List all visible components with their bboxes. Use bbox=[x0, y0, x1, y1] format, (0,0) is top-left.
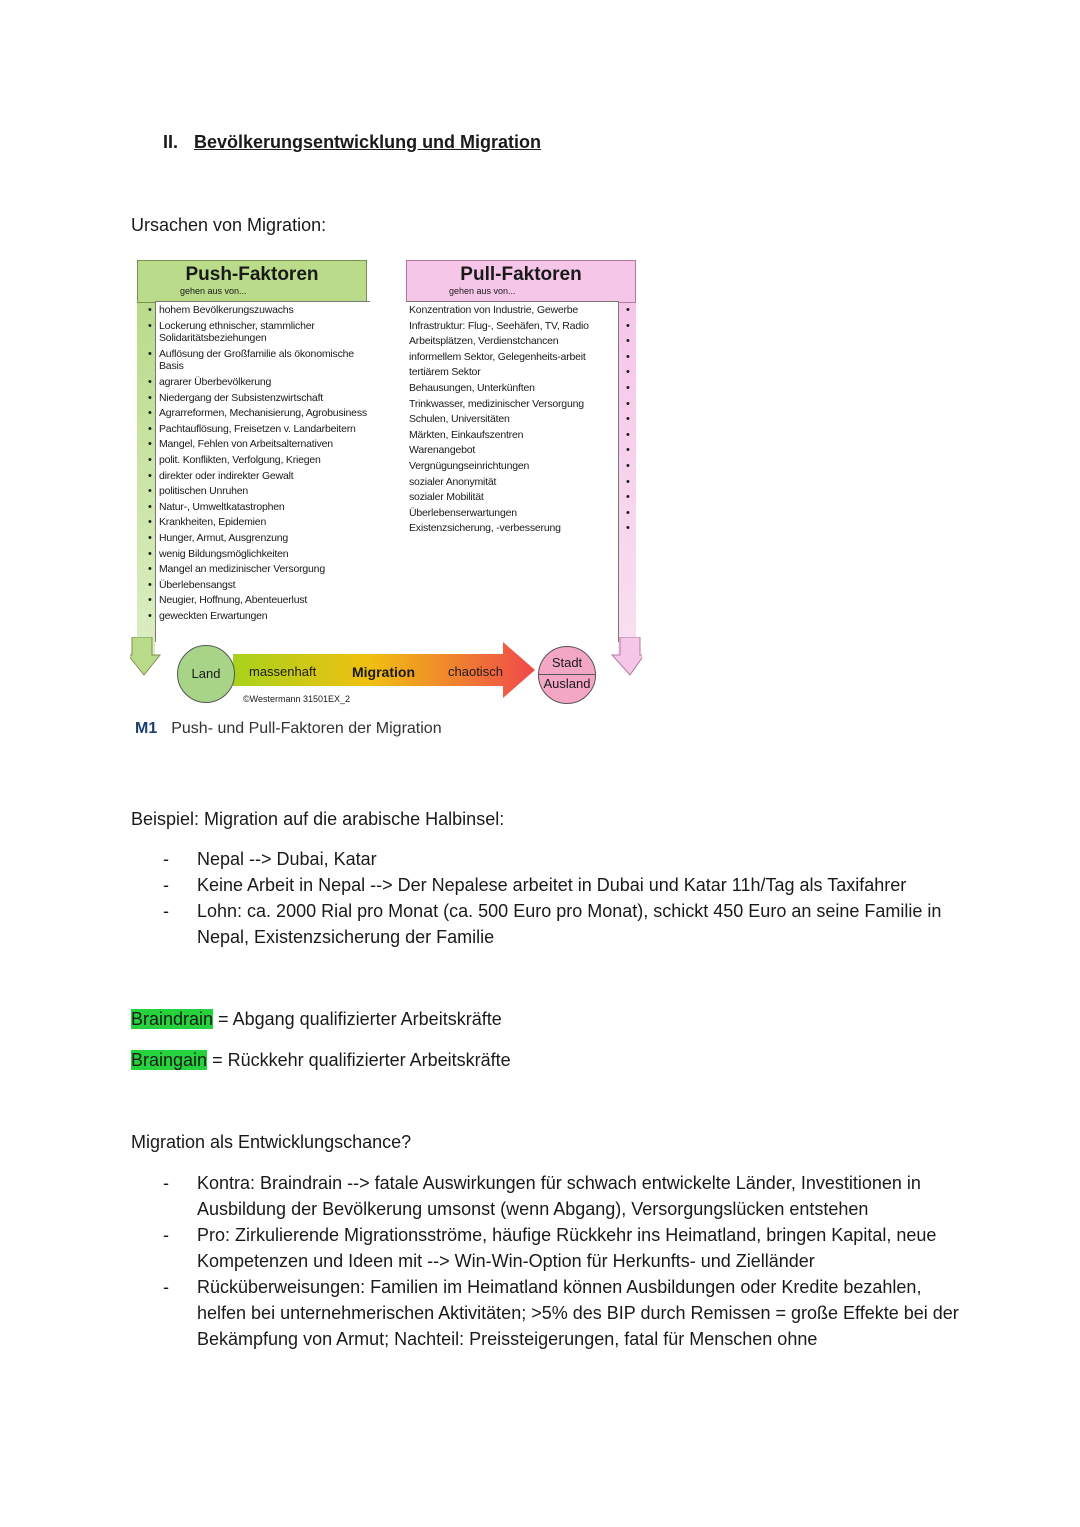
bullet-icon: • bbox=[626, 444, 630, 457]
push-side-band bbox=[137, 301, 155, 661]
list-item: - Keine Arbeit in Nepal --> Der Nepalese arbeitet in Dubai und Katar 11h/Tag als Taxifahrer bbox=[131, 872, 961, 898]
bullet-icon: • bbox=[626, 381, 630, 394]
pull-list-box bbox=[406, 301, 630, 642]
bullet-icon: • bbox=[626, 350, 630, 363]
factor-text: agrarer Überbevölkerung bbox=[159, 375, 272, 388]
factor-item bbox=[409, 350, 630, 367]
bullet-icon: • bbox=[148, 347, 152, 360]
chance-list bbox=[131, 1170, 961, 1352]
list-item: - Rücküberweisungen: Familien im Heimatland können Ausbildungen oder Kredite bezahlen, helfen bei unternehmerischen Aktivitäten; >5% des BIP durch Remissen = große Effekte bei der Bekämpfung von Armut; Nachteil: Preissteigerungen, fatal für Menschen ohne bbox=[131, 1274, 961, 1352]
bullet-icon: • bbox=[148, 407, 152, 420]
factor-item bbox=[409, 304, 630, 320]
pull-list bbox=[409, 304, 630, 538]
factor-text: Krankheiten, Epidemien bbox=[159, 516, 267, 529]
factor-text: informellem Sektor, Gelegenheits-arbeit bbox=[409, 350, 586, 363]
factor-item bbox=[148, 594, 369, 610]
ausland-label: Ausland bbox=[543, 676, 591, 691]
highlighted-term: Braingain bbox=[131, 1050, 208, 1070]
push-pull-diagram bbox=[130, 257, 642, 707]
factor-item bbox=[148, 347, 369, 376]
bullet-icon: • bbox=[148, 578, 152, 591]
pull-header bbox=[406, 260, 636, 303]
figure-caption bbox=[135, 720, 442, 738]
factor-item bbox=[148, 547, 369, 564]
bullet-icon: • bbox=[148, 516, 152, 529]
bullet-icon: • bbox=[626, 428, 630, 441]
bullet-icon: • bbox=[148, 531, 152, 544]
chaotisch-label: chaotisch bbox=[448, 664, 503, 679]
caption-label: M1 bbox=[135, 720, 158, 737]
factor-text: polit. Konflikten, Verfolgung, Kriegen bbox=[159, 453, 321, 466]
stadt-label: Stadt bbox=[551, 655, 583, 670]
pull-title: Pull-Faktoren bbox=[460, 264, 582, 285]
factor-item bbox=[148, 516, 369, 532]
factor-item bbox=[148, 500, 369, 517]
factor-item bbox=[409, 522, 630, 538]
bullet-icon: • bbox=[626, 413, 630, 426]
factor-text: Arbeitsplätzen, Verdienstchancen bbox=[409, 335, 559, 348]
factor-item bbox=[409, 381, 630, 398]
bullet-icon: • bbox=[148, 563, 152, 576]
factor-text: politischen Unruhen bbox=[159, 485, 249, 498]
factor-item bbox=[148, 407, 369, 423]
push-header bbox=[137, 260, 367, 303]
bullet-icon: • bbox=[148, 485, 152, 498]
factor-text: Vergnügungseinrichtungen bbox=[409, 459, 530, 472]
caption-text: Push- und Pull-Faktoren der Migration bbox=[171, 720, 442, 737]
chance-title: Migration als Entwicklungschance? bbox=[131, 1132, 412, 1152]
factor-text: Auflösung der Großfamilie als ökonomische Basis bbox=[159, 347, 354, 373]
factor-item bbox=[148, 531, 369, 548]
push-title: Push-Faktoren bbox=[185, 264, 319, 285]
bullet-icon: • bbox=[626, 506, 630, 519]
push-list bbox=[148, 304, 369, 625]
factor-text: Warenangebot bbox=[409, 444, 476, 457]
definition-text: = Rückkehr qualifizierter Arbeitskräfte bbox=[207, 1050, 511, 1070]
factor-text: Überlebensangst bbox=[159, 578, 236, 591]
circle-divider bbox=[539, 674, 595, 675]
factor-item bbox=[148, 391, 369, 408]
bullet-icon: • bbox=[148, 469, 152, 482]
bullet-icon: • bbox=[148, 500, 152, 513]
factor-item bbox=[148, 563, 369, 579]
definition-braindrain bbox=[131, 1006, 502, 1032]
bullet-icon: • bbox=[148, 304, 152, 316]
factor-item bbox=[148, 485, 369, 501]
factor-text: wenig Bildungsmöglichkeiten bbox=[159, 547, 289, 560]
factor-text: Konzentration von Industrie, Gewerbe bbox=[409, 304, 579, 316]
bullet-icon: • bbox=[626, 335, 630, 348]
factor-text: Agrarreformen, Mechanisierung, Agrobusiness bbox=[159, 407, 367, 420]
bullet-icon: • bbox=[148, 594, 152, 607]
factor-item bbox=[409, 444, 630, 460]
factor-item bbox=[148, 469, 369, 486]
bullet-icon: • bbox=[148, 319, 152, 332]
push-down-arrow bbox=[130, 637, 160, 675]
factor-text: Niedergang der Subsistenzwirtschaft bbox=[159, 391, 324, 404]
bullet-icon: • bbox=[148, 391, 152, 404]
bullet-icon: • bbox=[626, 397, 630, 410]
factor-text: Behausungen, Unterkünften bbox=[409, 381, 535, 394]
beispiel-list bbox=[131, 846, 961, 950]
definition-braingain bbox=[131, 1047, 511, 1073]
factor-text: Neugier, Hoffnung, Abenteuerlust bbox=[159, 594, 308, 607]
section-number: II. bbox=[163, 132, 179, 152]
factor-item bbox=[409, 506, 630, 523]
factor-item bbox=[148, 304, 369, 320]
bullet-icon: • bbox=[148, 453, 152, 466]
factor-text: sozialer Mobilität bbox=[409, 491, 484, 504]
factor-text: direkter oder indirekter Gewalt bbox=[159, 469, 294, 482]
pull-subtitle: gehen aus von... bbox=[449, 286, 516, 296]
factor-item bbox=[409, 491, 630, 507]
factor-text: Schulen, Universitäten bbox=[409, 413, 510, 426]
factor-text: Hunger, Armut, Ausgrenzung bbox=[159, 531, 289, 544]
push-list-box bbox=[148, 301, 370, 642]
highlighted-term: Braindrain bbox=[131, 1009, 214, 1029]
factor-item bbox=[409, 413, 630, 429]
list-item: - Lohn: ca. 2000 Rial pro Monat (ca. 500 Euro pro Monat), schickt 450 Euro an seine Familie in Nepal, Existenzsicherung der Familie bbox=[131, 898, 961, 950]
section-title: Bevölkerungsentwicklung und Migration bbox=[194, 132, 542, 152]
factor-item bbox=[148, 375, 369, 392]
bullet-icon: • bbox=[148, 375, 152, 388]
bullet-icon: • bbox=[626, 475, 630, 488]
bullet-icon: • bbox=[626, 522, 630, 535]
factor-text: Überlebenserwartungen bbox=[409, 506, 517, 519]
factor-item bbox=[148, 438, 369, 454]
bullet-icon: • bbox=[148, 547, 152, 560]
factor-item bbox=[148, 453, 369, 470]
land-circle: Land bbox=[177, 645, 235, 703]
factor-text: Pachtauflösung, Freisetzen v. Landarbeitern bbox=[159, 422, 356, 435]
factor-text: Trinkwasser, medizinischer Versorgung bbox=[409, 397, 584, 410]
factor-text: Existenzsicherung, -verbesserung bbox=[409, 522, 561, 535]
factor-text: Lockerung ethnischer, stammlicher Solidaritätsbeziehungen bbox=[159, 319, 315, 345]
bullet-icon: • bbox=[626, 491, 630, 504]
pull-down-arrow bbox=[612, 637, 642, 675]
factor-item bbox=[409, 366, 630, 382]
bullet-icon: • bbox=[626, 366, 630, 379]
section-heading bbox=[163, 132, 541, 153]
factor-text: tertiärem Sektor bbox=[409, 366, 481, 379]
factor-item bbox=[409, 459, 630, 476]
copyright: ©Westermann 31501EX_2 bbox=[243, 694, 351, 704]
factor-item bbox=[409, 335, 630, 351]
factor-text: hohem Bevölkerungszuwachs bbox=[159, 304, 294, 316]
beispiel-title: Beispiel: Migration auf die arabische Halbinsel: bbox=[131, 809, 505, 829]
factor-text: geweckten Erwartungen bbox=[159, 609, 268, 622]
factor-text: Mangel, Fehlen von Arbeitsalternativen bbox=[159, 438, 333, 451]
bullet-icon: • bbox=[626, 459, 630, 472]
bullet-icon: • bbox=[148, 609, 152, 622]
factor-text: Mangel an medizinischer Versorgung bbox=[159, 563, 325, 576]
factor-item bbox=[148, 609, 369, 626]
bullet-icon: • bbox=[626, 304, 630, 316]
list-item: - Pro: Zirkulierende Migrationsströme, häufige Rückkehr ins Heimatland, bringen Kapital, neue Kompetenzen und Ideen mit --> Win-Win-Option für Herkunfts- und Zielländer bbox=[131, 1222, 961, 1274]
factor-item bbox=[409, 428, 630, 445]
migration-label: Migration bbox=[352, 664, 415, 680]
push-subtitle: gehen aus von... bbox=[180, 286, 247, 296]
factor-item bbox=[148, 422, 369, 439]
list-item: - Nepal --> Dubai, Katar bbox=[131, 846, 961, 872]
bullet-icon: • bbox=[148, 438, 152, 451]
factor-item bbox=[148, 319, 369, 348]
ursachen-label: Ursachen von Migration: bbox=[131, 215, 327, 235]
factor-text: Natur-, Umweltkatastrophen bbox=[159, 500, 285, 513]
bullet-icon: • bbox=[626, 319, 630, 332]
factor-item bbox=[409, 319, 630, 336]
definition-text: = Abgang qualifizierter Arbeitskräfte bbox=[213, 1009, 502, 1029]
bullet-icon: • bbox=[148, 422, 152, 435]
massenhaft-label: massenhaft bbox=[249, 664, 317, 679]
factor-item bbox=[148, 578, 369, 595]
factor-text: Märkten, Einkaufszentren bbox=[409, 428, 524, 441]
factor-text: Infrastruktur: Flug-, Seehäfen, TV, Radio bbox=[409, 319, 589, 332]
stadt-ausland-circle bbox=[538, 646, 596, 704]
factor-item bbox=[409, 397, 630, 414]
factor-text: sozialer Anonymität bbox=[409, 475, 497, 488]
list-item: - Kontra: Braindrain --> fatale Auswirkungen für schwach entwickelte Länder, Investitionen in Ausbildung der Bevölkerung umsonst (wenn Abgang), Versorgungslücken entstehen bbox=[131, 1170, 961, 1222]
factor-item bbox=[409, 475, 630, 492]
